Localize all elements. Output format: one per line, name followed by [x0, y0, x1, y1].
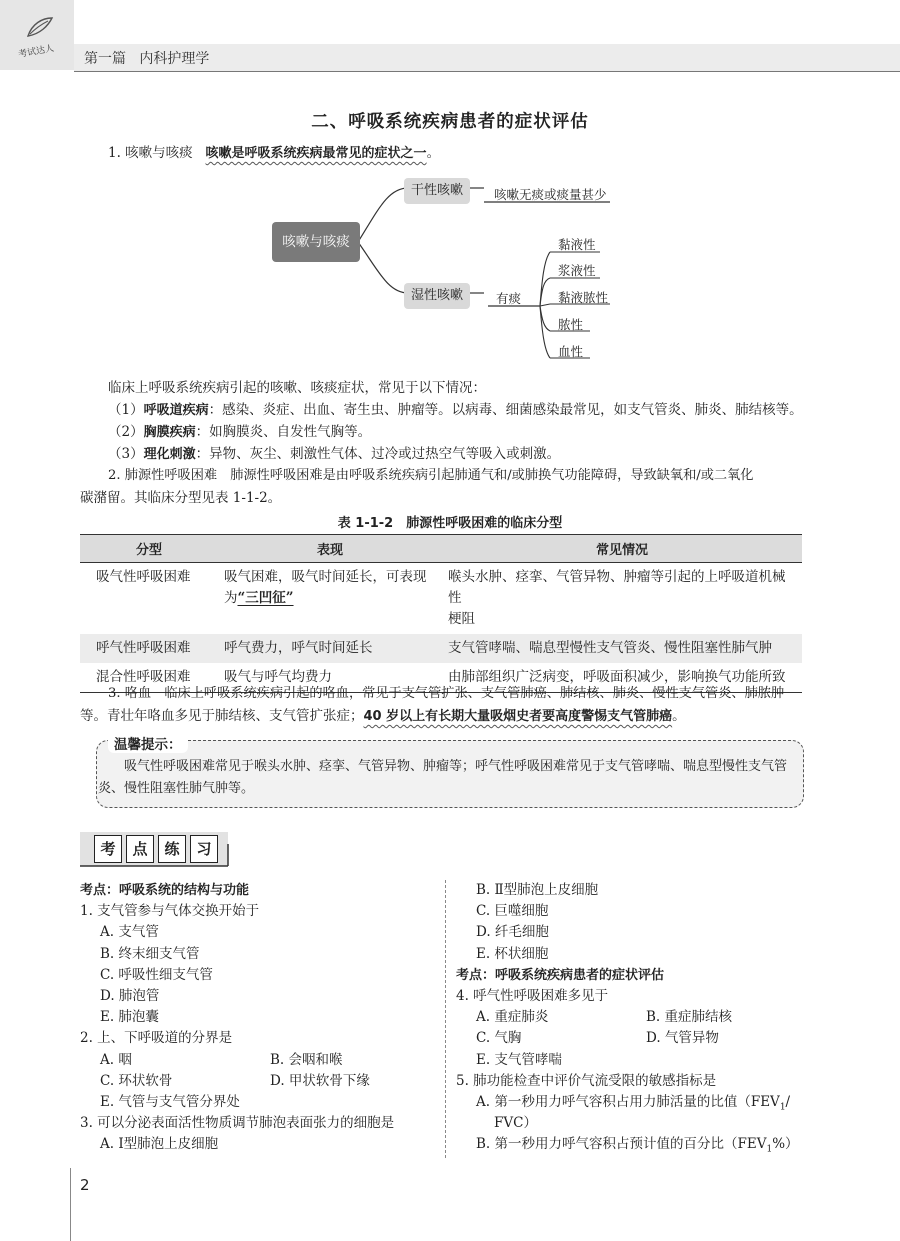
question-stem: 3. 可以分泌表面活性物质调节肺泡表面张力的细胞是	[80, 1115, 395, 1132]
table-cell	[218, 563, 442, 635]
option-row	[456, 1007, 816, 1028]
question-stem: 4. 呼气性呼吸困难多见于	[456, 987, 609, 1004]
answer-option: E. 气管与支气管分界处	[100, 1093, 240, 1110]
cell-line: 梗阻	[448, 611, 475, 627]
table-header: 表现	[218, 535, 442, 563]
answer-option: D. 肺泡管	[100, 987, 160, 1004]
table-cell: 吸气性呼吸困难	[96, 569, 191, 585]
item3-line2	[80, 705, 686, 728]
mindmap-sputum-type: 血性	[558, 344, 584, 359]
mindmap-sputum-type: 黏液性	[558, 237, 596, 252]
chapter-label: 第一篇	[84, 51, 126, 67]
answer-option: B. 终末细支气管	[100, 945, 200, 962]
item3-highlight: 40 岁以上有长期大量吸烟史者要高度警惕支气管肺癌	[363, 709, 673, 724]
answer-option: A. 重症肺炎	[476, 1009, 549, 1026]
exercise-banner-char: 习	[190, 835, 218, 863]
subscript: 1	[766, 1144, 773, 1155]
cause-text: ：感染、炎症、出血、寄生虫、肿瘤等。以病毒、细菌感染最常见，如支气管炎、肺炎、肺结核等。	[208, 402, 803, 418]
exercise-banner-char: 点	[126, 835, 154, 863]
footer-rule	[70, 1168, 71, 1241]
cause-text: ：如胸膜炎、自发性气胸等。	[195, 424, 372, 440]
answer-option: C. 呼吸性细支气管	[100, 966, 213, 983]
cause-text: ：异物、灰尘、刺激性气体、过冷或过热空气等吸入或刺激。	[195, 446, 561, 462]
causes-intro: 临床上呼吸系统疾病引起的咳嗽、咳痰症状，常见于以下情况：	[108, 380, 486, 396]
mindmap-dry-cough: 干性咳嗽	[404, 178, 470, 204]
subscript: 1	[779, 1102, 786, 1113]
answer-option: E. 支气管哮喘	[476, 1051, 562, 1068]
exercise-banner-char: 考	[94, 835, 122, 863]
cell-line: 吸气困难，吸气时间延长，可表现	[224, 569, 427, 585]
subject-label: 内科护理学	[139, 51, 210, 67]
answer-option: A. 支气管	[100, 924, 159, 941]
item1-line	[108, 142, 440, 165]
table-cell: 由肺部组织广泛病变，呼吸面积减少，影响换气功能所致	[442, 663, 802, 693]
cause-item	[108, 399, 803, 422]
column-divider	[445, 880, 447, 1158]
option-row	[456, 1028, 816, 1049]
answer-option-cont: FVC）	[494, 1115, 537, 1132]
table-header: 常见情况	[442, 535, 802, 563]
cause-item	[108, 443, 560, 466]
table-header-row	[80, 535, 802, 563]
table-cell: 混合性呼吸困难	[80, 663, 218, 693]
cell-text: 为	[224, 590, 238, 606]
mindmap-dry-desc: 咳嗽无痰或痰量甚少	[494, 187, 607, 202]
option-text: A. 第一秒用力呼气容积占用力肺活量的比值（FEV	[476, 1093, 780, 1110]
answer-option	[456, 1134, 816, 1155]
mindmap-wet-cough: 湿性咳嗽	[404, 283, 470, 309]
question-stem: 5. 肺功能检查中评价气流受限的敏感指标是	[456, 1072, 717, 1089]
item1-label: 1. 咳嗽与咳痰	[108, 145, 193, 161]
table-cell: 呼气费力，呼气时间延长	[218, 634, 442, 663]
answer-option: E. 杯状细胞	[476, 945, 549, 962]
table-cell	[442, 563, 802, 635]
tip-text: 吸气性呼吸困难常见于喉头水肿、痉挛、气管异物、肿瘤等；呼气性呼吸困难常见于支气管哮喘、喘息型慢性支气管炎、慢性阻塞性肺气肿等。	[98, 759, 788, 796]
cell-emphasis: “三凹征”	[237, 590, 294, 606]
answer-option	[456, 1092, 816, 1113]
option-text: %）	[772, 1136, 799, 1153]
table-cell: 呼气性呼吸困难	[80, 634, 218, 663]
table-header: 分型	[80, 535, 218, 563]
answer-option: B. 会咽和喉	[270, 1051, 343, 1068]
answer-option: B. 重症肺结核	[646, 1009, 733, 1026]
answer-option: C. 环状软骨	[100, 1072, 173, 1089]
cell-line: 喉头水肿、痉挛、气管异物、肿瘤等引起的上呼吸道机械性	[448, 569, 786, 606]
table-row	[80, 563, 802, 635]
answer-option: A. 咽	[100, 1051, 132, 1068]
table-cell: 支气管哮喘、喘息型慢性支气管炎、慢性阻塞性肺气肿	[442, 634, 802, 663]
mindmap-sputum-type: 黏液脓性	[558, 290, 609, 305]
answer-option: C. 巨噬细胞	[476, 903, 549, 920]
item1-tail: 。	[426, 145, 441, 161]
item2-line1: 2. 肺源性呼吸困难 肺源性呼吸困难是由呼吸系统疾病引起肺通气和/或肺换气功能障碍，导致缺氧和/或二氧化	[108, 468, 754, 483]
answer-option: D. 甲状软骨下缘	[270, 1072, 370, 1089]
mindmap-root: 咳嗽与咳痰	[272, 222, 360, 262]
answer-option: E. 肺泡囊	[100, 1009, 159, 1026]
item2-line2: 碳潴留。其临床分型见表 1-1-2。	[80, 490, 282, 506]
table-title: 表 1-1-2 肺源性呼吸困难的临床分型	[337, 516, 563, 531]
cause-term: 理化刺激	[143, 447, 196, 462]
item3-line1: 3. 咯血 临床上呼吸系统疾病引起的咯血，常见于支气管扩张、支气管肺癌、肺结核、肺炎、慢性支气管炎、肺脓肿	[108, 686, 785, 701]
mindmap-wet-sub: 有痰	[496, 291, 522, 306]
cause-item	[108, 421, 371, 444]
item3-text: 等。青壮年咯血多见于肺结核、支气管扩张症；	[80, 708, 364, 724]
page-number: 2	[80, 1176, 90, 1194]
section-title: 二、呼吸系统疾病患者的症状评估	[311, 112, 589, 132]
cause-term: 胸膜疾病	[143, 425, 196, 440]
cause-num: （1）	[108, 402, 144, 418]
table-row	[80, 634, 802, 663]
option-row	[80, 1071, 440, 1092]
dyspnea-table	[80, 534, 802, 693]
answer-option: B. Ⅱ型肺泡上皮细胞	[476, 882, 599, 898]
logo-text: 考试达人	[17, 43, 55, 61]
cause-num: （2）	[108, 424, 144, 440]
item3-tail: 。	[672, 708, 686, 724]
option-text: B. 第一秒用力呼气容积占预计值的百分比（FEV	[476, 1136, 767, 1153]
question-stem: 2. 上、下呼吸道的分界是	[80, 1030, 233, 1047]
mindmap-sputum-type: 脓性	[558, 317, 584, 332]
running-header	[84, 48, 209, 68]
answer-option: A. Ⅰ型肺泡上皮细胞	[100, 1136, 219, 1153]
topic-heading: 考点：呼吸系统的结构与功能	[80, 883, 250, 898]
right-column	[456, 880, 816, 1155]
cause-num: （3）	[108, 446, 144, 462]
option-text: /	[785, 1093, 791, 1110]
table-cell: 吸气与呼气均费力	[218, 663, 442, 693]
item1-highlight: 咳嗽是呼吸系统疾病最常见的症状之一	[205, 146, 427, 161]
answer-option: D. 气管异物	[646, 1030, 719, 1047]
tip-label: 温馨提示：	[108, 733, 188, 753]
answer-option: D. 纤毛细胞	[476, 924, 549, 941]
cell-line	[224, 588, 436, 609]
left-column	[80, 880, 440, 1155]
answer-option: C. 气胸	[476, 1030, 522, 1047]
cause-term: 呼吸道疾病	[143, 403, 209, 418]
topic-heading: 考点：呼吸系统疾病患者的症状评估	[456, 967, 665, 983]
mindmap-sputum-type: 浆液性	[558, 263, 596, 278]
option-row	[80, 1050, 440, 1071]
logo-leaf-icon	[26, 16, 54, 38]
question-stem: 1. 支气管参与气体交换开始于	[80, 903, 260, 920]
exercise-banner-char: 练	[158, 835, 186, 863]
